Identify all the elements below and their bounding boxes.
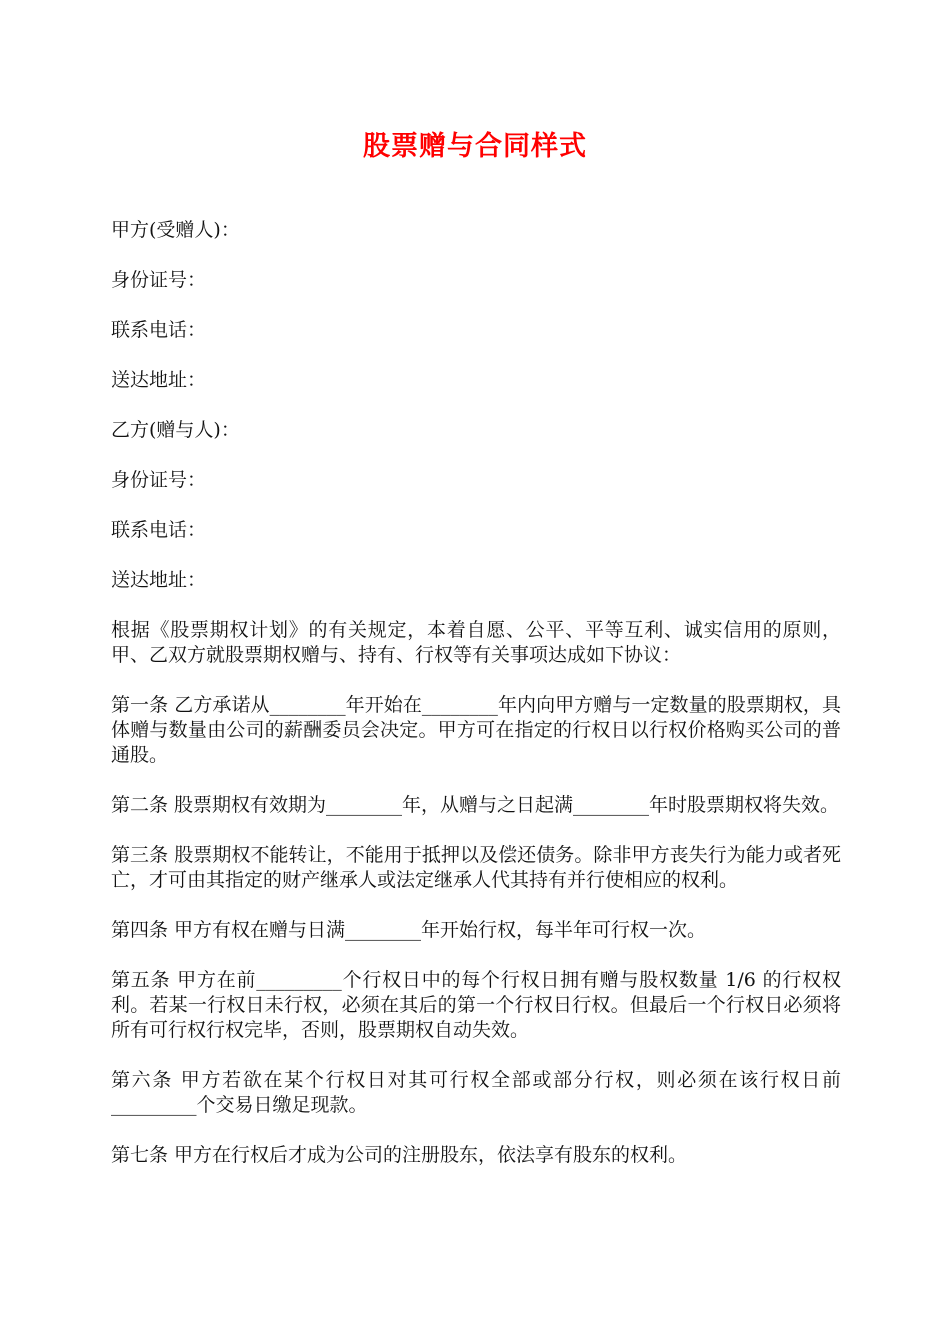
- article-5: 第五条 甲方在前_________个行权日中的每个行权日拥有赠与股权数量 1/6 的行权权利。若某一行权日未行权，必须在其后的第一个行权日行权。但最后一个行权日必须将所有可行权行权完毕，否则，股票期权自动失效。: [111, 969, 841, 1041]
- article-4: 第四条 甲方有权在赠与日满________年开始行权，每半年可行权一次。: [111, 919, 707, 941]
- party-b-address-label: 送达地址：: [111, 569, 207, 591]
- party-a-id-label: 身份证号：: [111, 269, 207, 291]
- party-b-name-label: 乙方(赠与人)：: [111, 419, 240, 441]
- article-1: 第一条 乙方承诺从________年开始在________年内向甲方赠与一定数量的股票期权，具体赠与数量由公司的薪酬委员会决定。甲方可在指定的行权日以行权价格购买公司的普通股。: [111, 694, 841, 766]
- document-body: [111, 218, 841, 1193]
- party-b-phone-label: 联系电话：: [111, 519, 207, 541]
- preamble-paragraph: 根据《股票期权计划》的有关规定，本着自愿、公平、平等互利、诚实信用的原则，甲、乙双方就股票期权赠与、持有、行权等有关事项达成如下协议：: [111, 619, 841, 666]
- article-7: 第七条 甲方在行权后才成为公司的注册股东，依法享有股东的权利。: [111, 1144, 688, 1166]
- party-b-id-label: 身份证号：: [111, 469, 207, 491]
- article-6: 第六条 甲方若欲在某个行权日对其可行权全部或部分行权，则必须在该行权日前_________个交易日缴足现款。: [111, 1069, 841, 1116]
- party-a-phone-label: 联系电话：: [111, 319, 207, 341]
- party-a-name-label: 甲方(受赠人)：: [111, 219, 240, 241]
- article-2: 第二条 股票期权有效期为________年，从赠与之日起满________年时股票期权将失效。: [111, 794, 840, 816]
- party-a-address-label: 送达地址：: [111, 369, 207, 391]
- document-title: 股票赠与合同样式: [363, 131, 587, 162]
- article-3: 第三条 股票期权不能转让，不能用于抵押以及偿还债务。除非甲方丧失行为能力或者死亡，才可由其指定的财产继承人或法定继承人代其持有并行使相应的权利。: [111, 844, 841, 891]
